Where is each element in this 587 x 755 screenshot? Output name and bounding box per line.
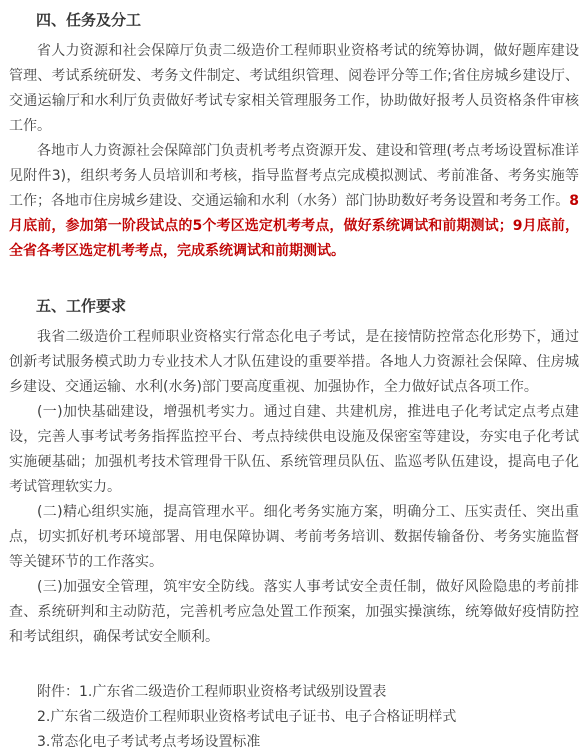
attachments-list [9,680,579,755]
requirement-item-2-body: 细化考务实施方案，明确分工、压实责任、突出重点，切实抓好机考环境部署、用电保障协调、考前考务培训、数据传输备份、考务实施监督等关键环节的工作落实。 [9,504,579,570]
section-4-paragraph-2 [9,139,579,264]
requirement-item-3-body: 落实人事考试安全责任制，做好风险隐患的考前排查、系统研判和主动防范，完善机考应急处置工作预案，加强实操演练，统筹做好疫情防控和考试组织，确保考试安全顺利。 [9,579,579,645]
attachment-1: 附件：1.广东省二级造价工程师职业资格考试级别设置表 [37,684,387,700]
requirement-item-1-lead: (一)加快基础建设，增强机考实力。 [37,404,264,420]
requirement-item-3-lead: (三)加强安全管理，筑牢安全防线。 [37,579,264,595]
requirement-item-1-body: 通过自建、共建机房，推进电子化考试定点考点建设，完善人事考试考务指挥监控平台、考点持续供电设施及保密室等建设，夯实电子化考试实施硬基础；加强机考技术管理骨干队伍、系统管理员队伍、监巡考队伍建设，提高电子化考试管理软实力。 [9,404,579,495]
requirement-item-2-lead: (二)精心组织实施，提高管理水平。 [37,504,264,520]
attachment-3: 3.常态化电子考试考点考场设置标准 [37,734,261,750]
requirement-item-3 [9,575,579,650]
requirement-item-2 [9,500,579,575]
section-5-heading: 五、工作要求 [36,297,127,315]
attachment-2: 2.广东省二级造价工程师职业资格考试电子证书、电子合格证明样式 [37,709,457,725]
section-4-heading: 四、任务及分工 [36,11,142,29]
section-5-intro-paragraph: 我省二级造价工程师职业资格实行常态化电子考试，是在接情防控常态化形势下，通过创新考试服务模式助力专业技术人才队伍建设的重要举措。各地人力资源社会保障、住房城乡建设、交通运输、水利(水务)部门要高度重视、加强协作，全力做好试点各项工作。 [9,329,579,395]
document-page [9,0,579,755]
requirement-item-1 [9,400,579,500]
section-4-paragraph-2-text: 各地市人力资源社会保障部门负责机考考点资源开发、建设和管理(考点考场设置标准详见附件3)，组织考务人员培训和考核，指导监督考点完成模拟测试、考前准备、考务实施等工作；各地市住房城乡建设、交通运输和水利（水务）部门协助数好考务设置和考务工作。 [9,143,579,209]
section-4-paragraph-1: 省人力资源和社会保障厅负责二级造价工程师职业资格考试的统筹协调，做好题库建设管理、考试系统研发、考务文件制定、考试组织管理、阅卷评分等工作;省住房城乡建设厅、交通运输厅和水利厅负责做好考试专家相关管理服务工作，协助做好报考人员资格条件审核工作。 [9,43,579,134]
deadline-highlight-text: 8月底前，参加第一阶段试点的5个考区选定机考考点，做好系统调试和前期测试；9月底前，全省各考区选定机考考点，完成系统调试和前期测试。 [9,193,579,259]
